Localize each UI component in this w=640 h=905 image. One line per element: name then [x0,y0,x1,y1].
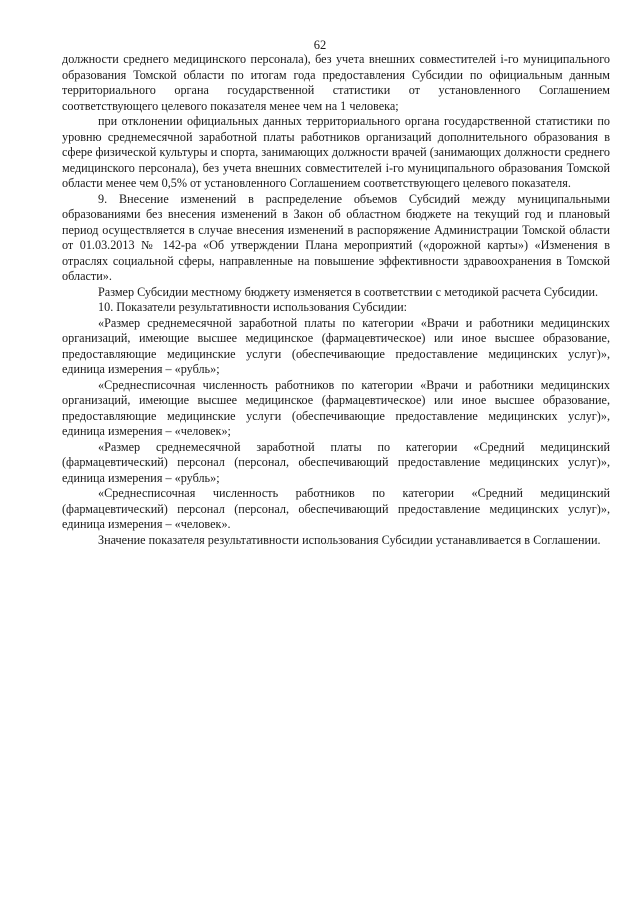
paragraph-section-9: 9. Внесение изменений в распределение объемов Субсидий между муниципальными образованиями без внесения изменений в Закон об областном бюджете на текущий год и плановый период осуществляется в случае внесения изменений в распоряжение Администрации Томской области от 01.03.2013 № 142-ра «Об утверждении Плана мероприятий («дорожной карты») «Изменения в отраслях социальной сферы, направленные на повышение эффективности здравоохранения в Томской области». [62,191,610,283]
paragraph-indicator-2: «Среднесписочная численность работников по категории «Врачи и работники медицинских организаций, имеющие высшее медицинское (фармацевтическое) или иное высшее образование, предоставляющие медицинские услуги (обеспечивающие предоставление медицинских услуг)», единица измерения – «человек»; [62,377,610,438]
paragraph-indicator-value: Значение показателя результативности использования Субсидии устанавливается в Соглашении. [98,532,601,547]
paragraph-indicator-1: «Размер среднемесячной заработной платы по категории «Врачи и работники медицинских организаций, имеющие высшее медицинское (фармацевтическое) или иное высшее образование, предоставляющие медицинские услуги (обеспечивающие предоставление медицинских услуг)», единица измерения – «рубль»; [62,315,610,376]
paragraph-section-10-heading: 10. Показатели результативности использования Субсидии: [98,300,408,314]
paragraph-deviation-condition: при отклонении официальных данных территориального органа государственной статистики по уровню среднемесячной заработной платы работников организаций дополнительного образования в сфере физической культуры и спорта, занимающих должности врачей (занимающих должности среднего медицинского персонала), без учета внешних совместителей i-го муниципального образования Томской области менее чем 0,5% от установленного Соглашением соответствующего целевого показателя. [62,114,610,190]
paragraph-indicator-4: «Среднесписочная численность работников по категории «Средний медицинский (фармацевтический) персонал (персонал, обеспечивающий предоставление медицинских услуг)», единица измерения – «человек». [62,486,610,531]
paragraph-subsidy-size: Размер Субсидии местному бюджету изменяется в соответствии с методикой расчета Субсидии. [98,284,599,299]
paragraph-indicator-3: «Размер среднемесячной заработной платы по категории «Средний медицинский (фармацевтический) персонал (персонал, обеспечивающий предоставление медицинских услуг)», единица измерения – «рубль»; [62,439,610,485]
page-number: 62 [313,38,327,52]
document-body [62,52,610,548]
paragraph-continuation: должности среднего медицинского персонала), без учета внешних совместителей i-го муниципального образования Томской области по итогам года предоставления Субсидии по официальным данным территориального органа государственной статистики от установленного Соглашением соответствующего целевого показателя менее чем на 1 человека; [62,52,610,113]
